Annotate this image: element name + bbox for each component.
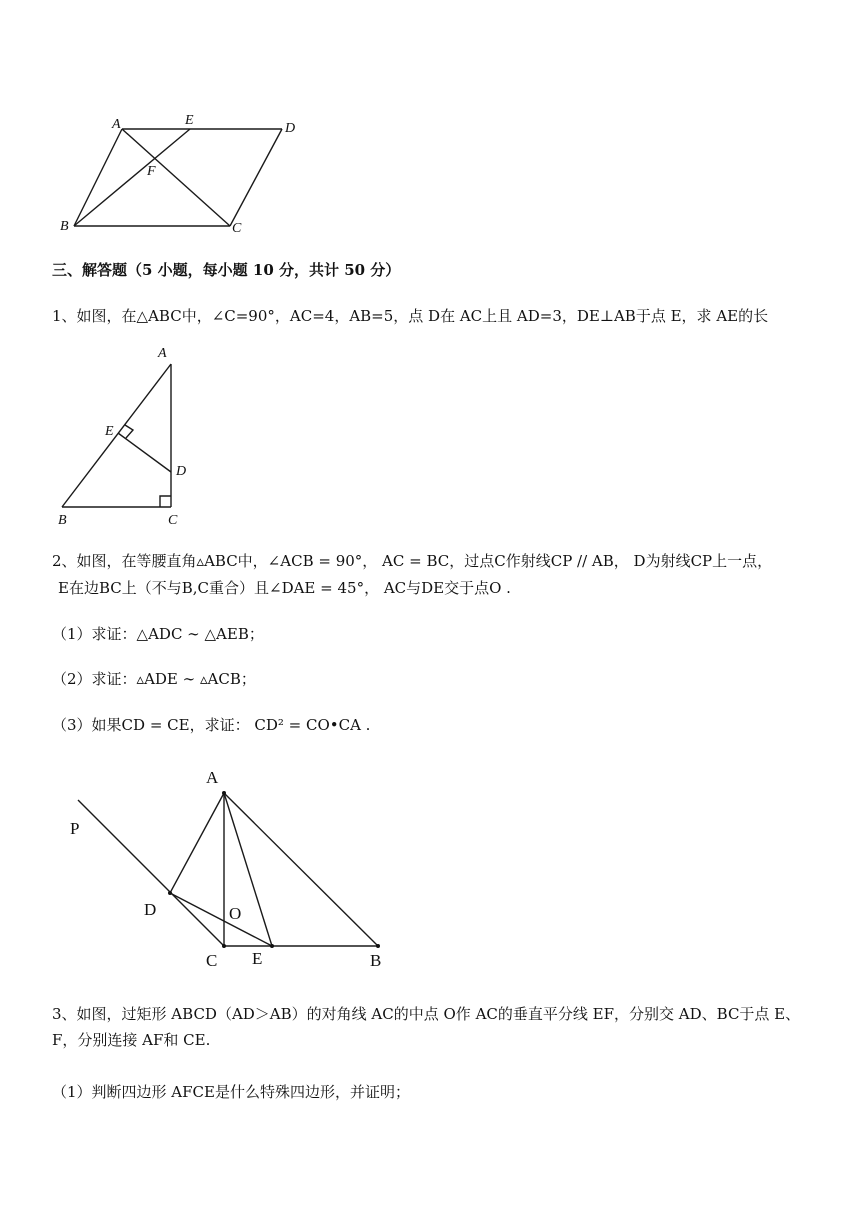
figure-q2-isosceles-right-triangle — [60, 765, 400, 975]
label-C: C — [168, 513, 178, 528]
label-E: E — [185, 113, 194, 128]
label-B: B — [60, 219, 69, 234]
question-1-text: 1、如图，在△ABC中，∠C=90°，AC=4，AB=5，点 D在 AC上且 AD=3，DE⊥AB于点 E，求 AE的长 — [52, 307, 769, 325]
label-C: C — [232, 221, 242, 236]
label-A: A — [158, 346, 167, 361]
question-3-text: 3、如图，过矩形 ABCD（AD＞AB）的对角线 AC的中点 O作 AC的垂直平分线 EF，分别交 AD、BC于点 E、F，分别连接 AF和 CE. — [52, 1005, 801, 1049]
label-A: A — [112, 117, 121, 132]
question-2-sub2: （2）求证：▵ADE ∼ ▵ACB； — [52, 670, 256, 688]
question-2-text-line2: E在边BC上（不与B,C重合）且∠DAE = 45°， AC与DE交于点O . — [58, 579, 511, 597]
label-D: D — [176, 464, 187, 479]
question-2-text-line1: 2、如图，在等腰直角▵ABC中，∠ACB = 90°， AC = BC，过点C作射线CP // AB， D为射线CP上一点， — [52, 552, 773, 570]
label-P: P — [70, 819, 80, 838]
label-B: B — [58, 513, 67, 528]
figure-parallelogram — [50, 110, 310, 240]
question-2-sub1: （1）求证：△ADC ∼ △AEB； — [52, 625, 264, 643]
label-E: E — [105, 424, 114, 439]
label-A: A — [206, 768, 219, 787]
label-D: D — [144, 900, 157, 919]
label-F: F — [147, 164, 156, 179]
label-B: B — [370, 951, 382, 970]
label-C: C — [206, 951, 218, 970]
label-O: O — [229, 904, 242, 923]
label-D: D — [285, 121, 296, 136]
section-title: 三、解答题（5 小题，每小题 10 分，共计 50 分） — [52, 261, 401, 279]
figure-q1-triangle — [50, 342, 210, 532]
label-E: E — [252, 949, 263, 968]
question-3-sub1: （1）判断四边形 AFCE是什么特殊四边形，并证明； — [52, 1083, 410, 1101]
question-2-sub3: （3）如果CD = CE，求证： CD² = CO•CA . — [52, 716, 371, 734]
